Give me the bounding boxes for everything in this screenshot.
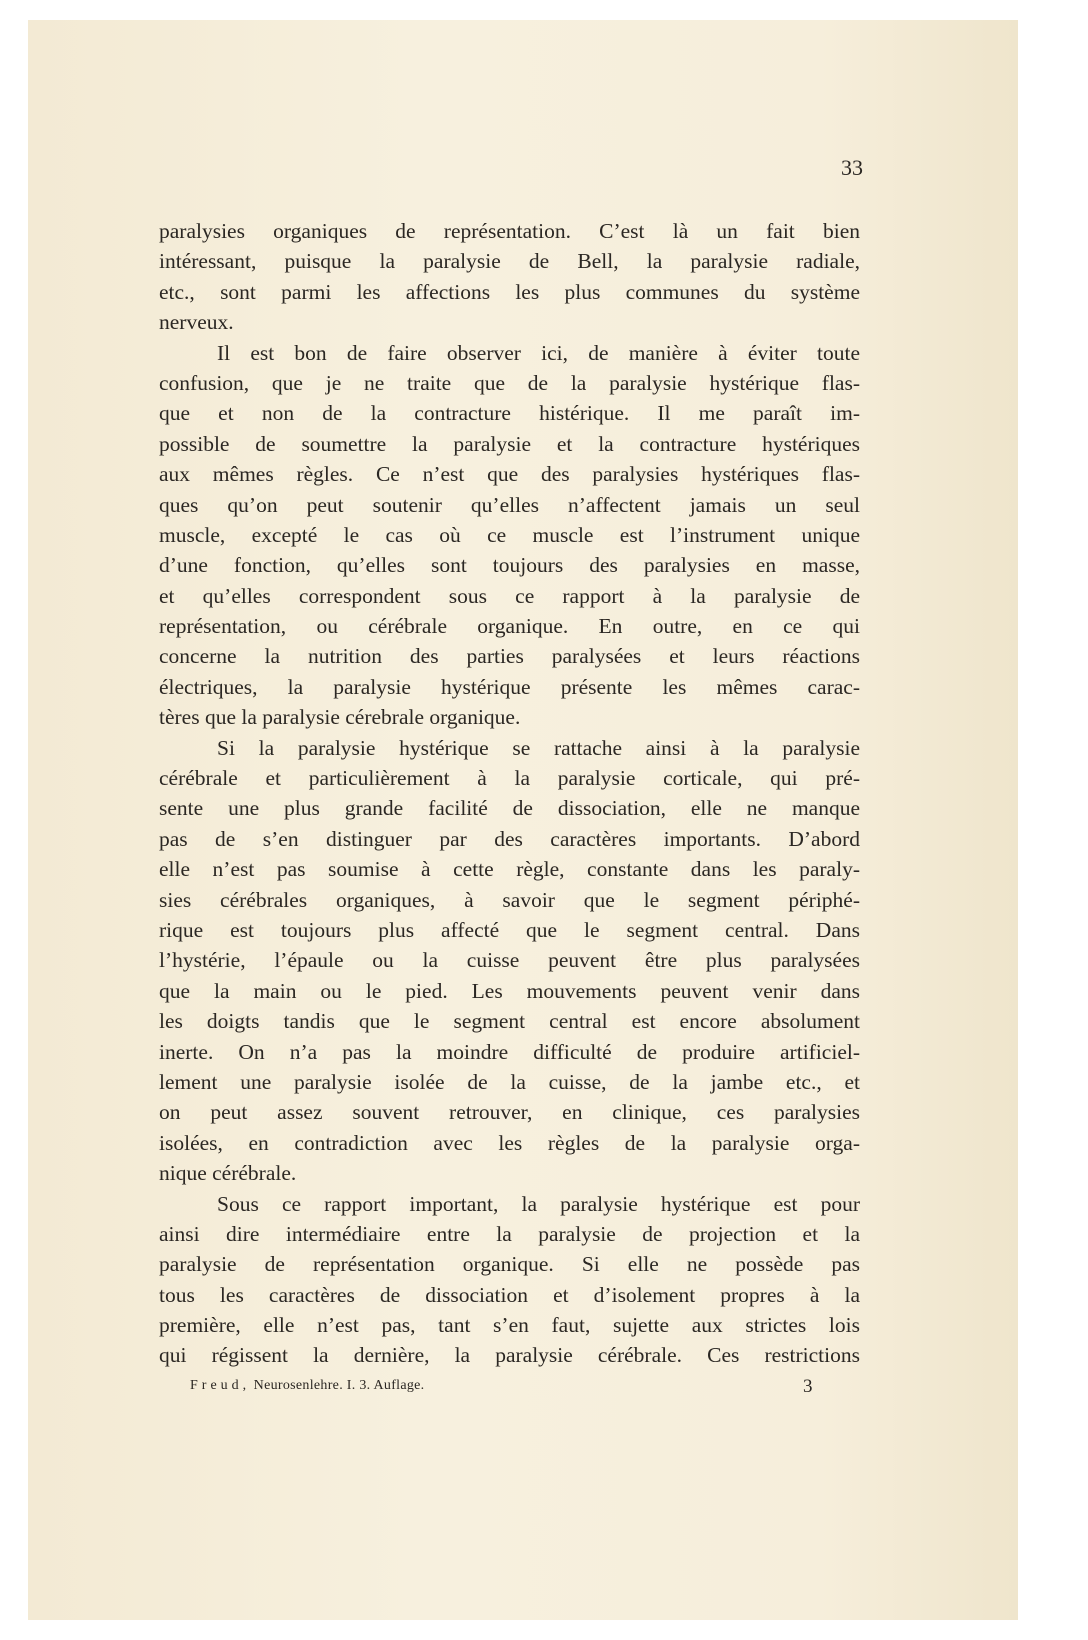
text-line: nerveux. — [159, 310, 234, 335]
text-line: première, elle n’est pas, tant s’en faut, sujette aux strictes lois — [159, 1313, 860, 1338]
text-line: ques qu’on peut soutenir qu’elles n’affectent jamais un seul — [159, 492, 860, 517]
text-line: nique cérébrale. — [159, 1161, 297, 1186]
text-line: tous les caractères de dissociation et d’isolement propres à la — [159, 1282, 860, 1307]
text-line: muscle, excepté le cas où ce muscle est l’instrument unique — [159, 522, 860, 547]
text-line: d’une fonction, qu’elles sont toujours des paralysies en masse, — [159, 553, 860, 578]
text-line: que la main ou le pied. Les mouvements peuvent venir dans — [159, 978, 860, 1003]
text-line: elle n’est pas soumise à cette règle, constante dans les paraly- — [159, 857, 860, 882]
text-line: représentation, ou cérébrale organique. En outre, en ce qui — [159, 614, 860, 639]
page-footer — [190, 1376, 813, 1397]
text-line: ainsi dire intermédiaire entre la paralysie de projection et la — [159, 1221, 860, 1246]
body-text — [159, 216, 860, 1371]
text-line: intéressant, puisque la paralysie de Bell, la paralysie radiale, — [159, 249, 860, 274]
paragraph — [159, 1189, 860, 1371]
text-line: isolées, en contradiction avec les règles de la paralysie orga- — [159, 1130, 860, 1155]
paragraph — [159, 338, 860, 733]
text-line: l’hystérie, l’épaule ou la cuisse peuvent être plus paralysées — [159, 948, 860, 973]
text-line: on peut assez souvent retrouver, en clinique, ces paralysies — [159, 1100, 860, 1125]
text-line: sies cérébrales organiques, à savoir que le segment périphé- — [159, 887, 860, 912]
text-line: qui régissent la dernière, la paralysie cérébrale. Ces restrictions — [159, 1343, 860, 1368]
text-line: cérébrale et particulièrement à la paralysie corticale, qui pré- — [159, 766, 860, 791]
text-line: pas de s’en distinguer par des caractères importants. D’abord — [159, 826, 860, 851]
text-line: Si la paralysie hystérique se rattache ainsi à la paralysie — [217, 735, 860, 760]
page-number: 33 — [841, 155, 863, 180]
paragraph — [159, 216, 860, 338]
text-line: que et non de la contracture histérique. Il me paraît im- — [159, 401, 860, 426]
signature-mark: 3 — [803, 1376, 813, 1397]
text-line: confusion, que je ne traite que de la paralysie hystérique flas- — [159, 370, 860, 395]
text-line: les doigts tandis que le segment central est encore absolument — [159, 1009, 860, 1034]
text-line: et qu’elles correspondent sous ce rapport à la paralysie de — [159, 583, 860, 608]
text-line: possible de soumettre la paralysie et la contracture hystériques — [159, 431, 860, 456]
book-page — [28, 20, 1018, 1620]
paragraph — [159, 733, 860, 1189]
text-line: lement une paralysie isolée de la cuisse, de la jambe etc., et — [159, 1069, 860, 1094]
text-line: électriques, la paralysie hystérique présente les mêmes carac- — [159, 674, 860, 699]
text-line: Sous ce rapport important, la paralysie hystérique est pour — [217, 1191, 860, 1216]
text-line: concerne la nutrition des parties paralysées et leurs réactions — [159, 644, 860, 669]
text-line: tères que la paralysie cérebrale organique. — [159, 705, 521, 730]
text-line: etc., sont parmi les affections les plus communes du système — [159, 279, 860, 304]
text-line: rique est toujours plus affecté que le segment central. Dans — [159, 917, 860, 942]
text-line: aux mêmes règles. Ce n’est que des paralysies hystériques flas- — [159, 462, 860, 487]
text-line: paralysies organiques de représentation. C’est là un fait bien — [159, 219, 860, 243]
text-line: paralysie de représentation organique. Si elle ne possède pas — [159, 1252, 860, 1277]
text-line: sente une plus grande facilité de dissociation, elle ne manque — [159, 796, 860, 821]
footer-author: Freud, — [190, 1378, 251, 1393]
text-line: Il est bon de faire observer ici, de manière à éviter toute — [217, 340, 860, 365]
footer-title: Neurosenlehre. I. 3. Auflage. — [253, 1378, 425, 1393]
text-line: inerte. On n’a pas la moindre difficulté de produire artificiel- — [159, 1039, 860, 1064]
